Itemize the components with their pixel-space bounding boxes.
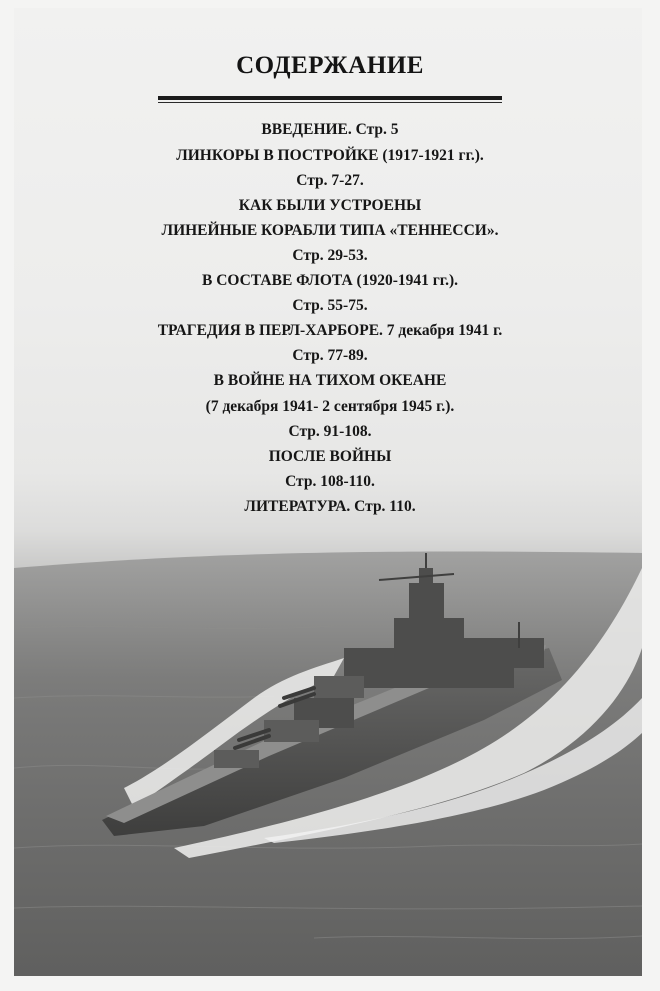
title-divider-thick bbox=[158, 96, 502, 100]
toc-entry: Стр. 7-27. bbox=[296, 172, 364, 189]
toc-entry: ВВЕДЕНИЕ. Стр. 5 bbox=[261, 121, 399, 138]
toc-entry: ЛИНКОРЫ В ПОСТРОЙКЕ (1917-1921 гг.). bbox=[176, 147, 484, 164]
toc-entry: КАК БЫЛИ УСТРОЕНЫ bbox=[238, 197, 422, 214]
page-title: СОДЕРЖАНИЕ bbox=[236, 52, 424, 79]
toc-entry: Стр. 55-75. bbox=[292, 297, 368, 314]
toc-entry: Стр. 29-53. bbox=[292, 247, 368, 264]
toc-entry: ПОСЛЕ ВОЙНЫ bbox=[268, 448, 392, 465]
toc-entry: ЛИНЕЙНЫЕ КОРАБЛИ ТИПА «ТЕННЕССИ». bbox=[161, 222, 499, 239]
toc-entry: Стр. 77-89. bbox=[292, 347, 368, 364]
toc-entry: Стр. 108-110. bbox=[285, 473, 375, 490]
toc-entry: Стр. 91-108. bbox=[288, 423, 372, 440]
toc-entry: В СОСТАВЕ ФЛОТА (1920-1941 гг.). bbox=[202, 272, 458, 289]
toc-entry: ТРАГЕДИЯ В ПЕРЛ-ХАРБОРЕ. 7 декабря 1941 г. bbox=[157, 322, 503, 339]
toc-entry: В ВОЙНЕ НА ТИХОМ ОКЕАНЕ bbox=[213, 372, 447, 389]
title-divider-thin bbox=[158, 102, 502, 103]
toc-entry: ЛИТЕРАТУРА. Стр. 110. bbox=[244, 498, 416, 515]
toc-entry: (7 декабря 1941- 2 сентября 1945 г.). bbox=[205, 398, 455, 415]
